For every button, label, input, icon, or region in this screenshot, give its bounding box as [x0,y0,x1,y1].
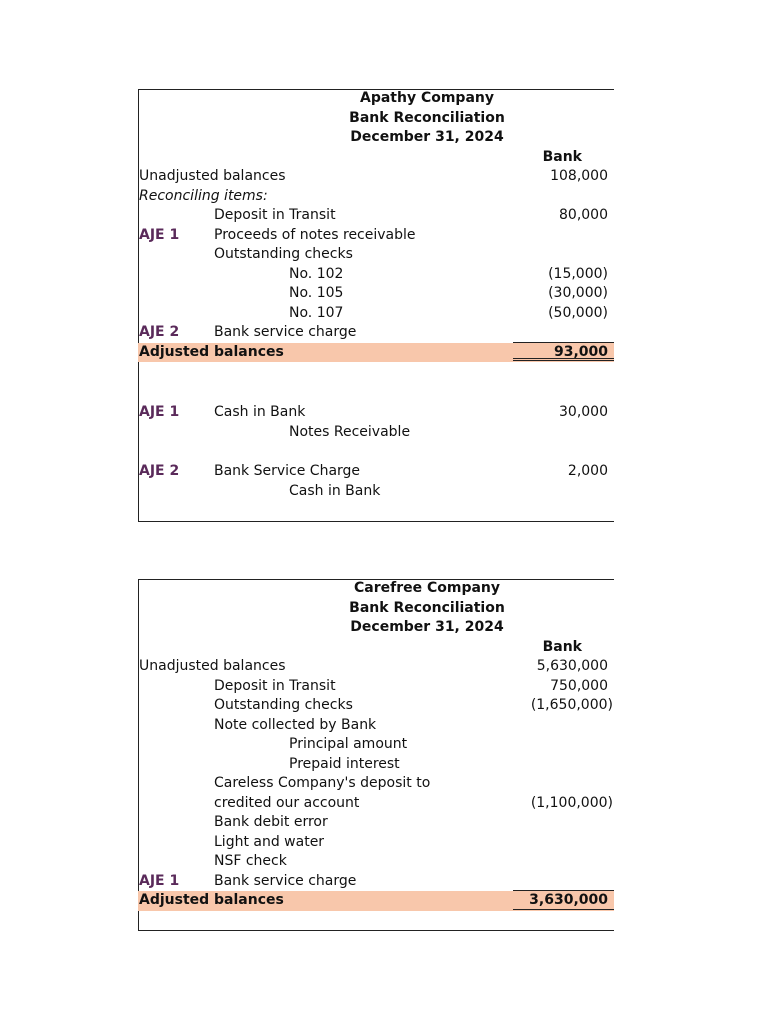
carefree-careless-row-2 [138,794,614,814]
carefree-careless-label-1: Careless Company's deposit to [214,775,431,791]
check-number: No. 107 [289,304,344,321]
carefree-unadjusted-label: Unadjusted balances [139,658,286,674]
entry2-tag: AJE 2 [139,463,180,479]
carefree-aje1-tag: AJE 1 [139,872,180,889]
apathy-outstanding-row [138,245,614,265]
carefree-prepaid-label: Prepaid interest [289,755,400,772]
carefree-company-row [138,579,614,599]
apathy-entry2-credit-row [138,482,614,502]
carefree-deposit-row [138,677,614,697]
apathy-column-header-row [138,148,614,168]
apathy-bank-column-header: Bank [542,148,582,165]
entry1-tag: AJE 1 [139,404,180,420]
table-row [138,265,614,285]
check-amount: (15,000) [548,265,608,282]
carefree-principal-label: Principal amount [289,736,408,752]
carefree-careless-amount: (1,100,000) [530,794,613,811]
apathy-entry2-debit-row [138,462,614,482]
carefree-note-collected-label: Note collected by Bank [214,716,377,733]
carefree-prepaid-row [138,755,614,775]
carefree-title: Bank Reconciliation [349,599,505,616]
carefree-debit-error-row [138,813,614,833]
carefree-adjusted-amount: 3,630,000 [529,892,608,908]
carefree-deposit-amount: 750,000 [550,677,608,694]
carefree-outstanding-label: Outstanding checks [214,697,353,713]
apathy-unadjusted-row [138,167,614,187]
carefree-outstanding-row [138,696,614,716]
apathy-title-row [138,109,614,129]
carefree-service-charge-row [138,872,614,892]
apathy-company-name: Apathy Company [359,90,494,106]
carefree-careless-row-1 [138,774,614,794]
check-amount: (30,000) [548,285,608,301]
apathy-reconciling-label: Reconciling items: [139,187,268,204]
carefree-note-collected-row [138,716,614,736]
apathy-title: Bank Reconciliation [349,109,505,126]
apathy-proceeds-label: Proceeds of notes receivable [214,226,416,243]
entry1-debit-label: Cash in Bank [214,404,306,420]
apathy-service-charge-label: Bank service charge [214,324,357,340]
carefree-principal-row [138,735,614,755]
apathy-entry1-debit-row [138,403,614,423]
carefree-unadjusted-row [138,657,614,677]
carefree-service-charge-label: Bank service charge [214,872,357,889]
carefree-debit-error-label: Bank debit error [214,814,328,830]
apathy-unadjusted-amount: 108,000 [550,168,608,184]
carefree-adjusted-row [138,891,614,911]
carefree-outstanding-amount: (1,650,000) [530,697,613,713]
entry1-amount: 30,000 [559,404,608,420]
apathy-adjusted-row [138,343,614,363]
entry2-debit-label: Bank Service Charge [214,463,361,479]
apathy-date: December 31, 2024 [350,129,504,145]
apathy-reconciling-row [138,187,614,207]
apathy-proceeds-row [138,226,614,246]
check-amount: (50,000) [548,304,608,321]
apathy-adjusted-label: Adjusted balances [139,343,284,360]
apathy-service-charge-row [138,323,614,343]
entry2-amount: 2,000 [567,463,608,479]
apathy-unadjusted-label: Unadjusted balances [139,168,286,184]
carefree-adjusted-label: Adjusted balances [139,892,284,908]
carefree-date-row [138,618,614,638]
carefree-deposit-label: Deposit in Transit [214,677,336,694]
carefree-company-name: Carefree Company [353,580,501,596]
carefree-light-water-label: Light and water [214,833,325,850]
carefree-light-water-row [138,833,614,853]
carefree-careless-label-2: credited our account [214,794,360,811]
apathy-entry1-credit-row [138,423,614,443]
apathy-aje1-tag: AJE 1 [139,226,180,243]
table-row [138,304,614,324]
table-row [138,284,614,304]
apathy-adjusted-amount: 93,000 [553,343,608,360]
carefree-unadjusted-amount: 5,630,000 [536,658,608,674]
carefree-title-row [138,599,614,619]
carefree-date: December 31, 2024 [350,619,504,635]
apathy-reconciliation [138,89,614,522]
carefree-column-header-row [138,638,614,658]
check-number: No. 105 [289,285,344,301]
carefree-bank-column-header: Bank [542,638,582,655]
carefree-reconciliation [138,579,614,931]
apathy-aje2-tag: AJE 2 [139,324,180,340]
apathy-deposit-label: Deposit in Transit [214,207,336,223]
carefree-nsf-label: NSF check [214,853,287,869]
apathy-deposit-row [138,206,614,226]
entry1-credit-label: Notes Receivable [289,423,411,440]
apathy-company-row [138,89,614,109]
carefree-nsf-row [138,852,614,872]
apathy-date-row [138,128,614,148]
check-number: No. 102 [289,265,344,282]
apathy-deposit-amount: 80,000 [559,207,608,223]
entry2-credit-label: Cash in Bank [289,482,381,499]
apathy-outstanding-label: Outstanding checks [214,246,353,262]
